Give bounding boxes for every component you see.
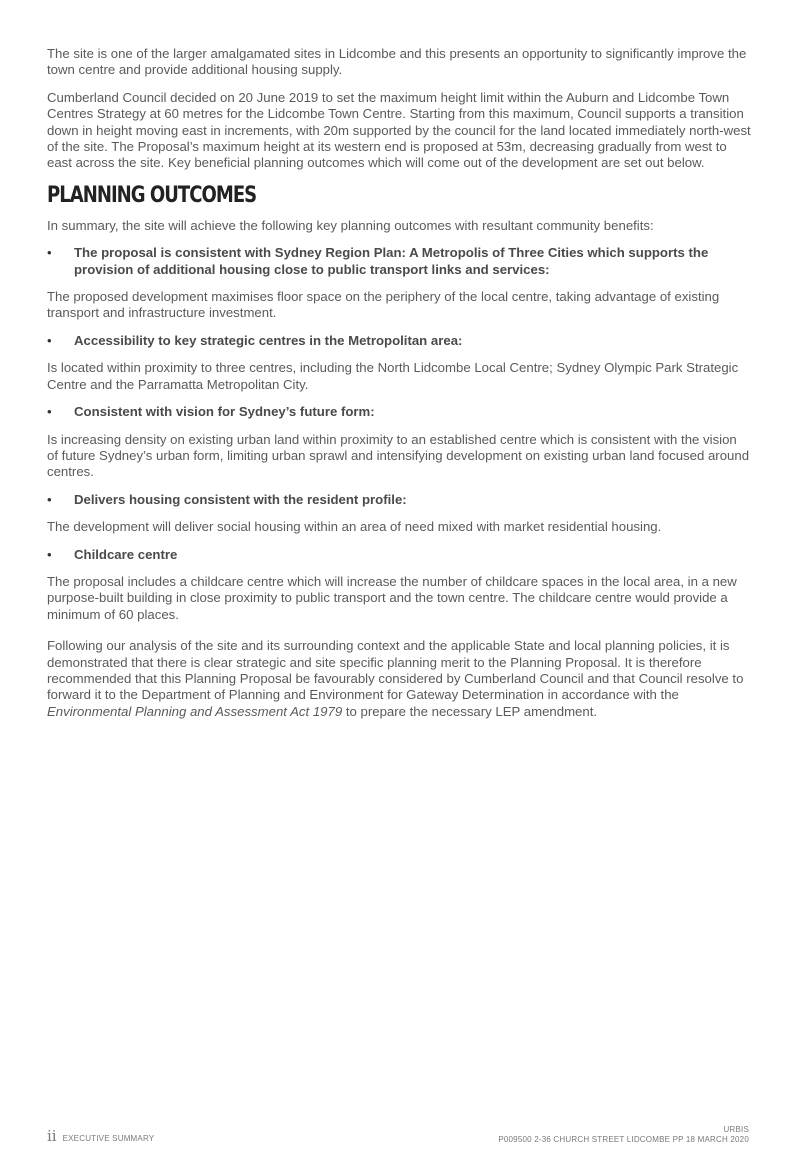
outcome-bullet <box>47 333 751 349</box>
footer-left <box>47 1127 154 1145</box>
outcome-body: The proposed development maximises floor space on the periphery of the local centre, taking advantage of existing transport and infrastructure investment. <box>47 289 720 321</box>
outcome-title: Accessibility to key strategic centres in the Metropolitan area: <box>74 332 463 348</box>
conclusion-text-start: Following our analysis of the site and its surrounding context and the applicable State and local planning policies, it is demonstrated that there is clear strategic and site specific planning merit to the Planning Proposal. It is therefore recommended that this Planning Proposal be favourably considered by Cumberland Council and that Council resolve to forward it to the Department of Planning and Environment for Gateway Determination in accordance with the <box>47 638 744 703</box>
section-summary: In summary, the site will achieve the following key planning outcomes with resultant community benefits: <box>47 217 654 233</box>
intro-paragraph-2: Cumberland Council decided on 20 June 2019 to set the maximum height limit within the Auburn and Lidcombe Town Centres Strategy at 60 metres for the Lidcombe Town Centre. Starting from this maximum, Council supports a transition down in height moving east in increments, with 20m supported by the council for the land located immediately north-west of the site. The Proposal’s maximum height at its western end is proposed at 53m, decreasing gradually from west to east across the site. Key beneficial planning outcomes which will come out of the development are set out below. <box>47 89 751 171</box>
intro-paragraph-1: The site is one of the larger amalgamated sites in Lidcombe and this presents an opportunity to significantly improve the town centre and provide additional housing supply. <box>47 46 747 78</box>
outcome-title: Childcare centre <box>74 546 178 562</box>
outcome-item <box>47 333 751 393</box>
outcome-title: Delivers housing consistent with the resident profile: <box>74 491 407 507</box>
act-name: Environmental Planning and Assessment Act 1979 <box>47 703 343 719</box>
section-heading: PLANNING OUTCOMES <box>47 182 257 208</box>
outcome-body: Is increasing density on existing urban land within proximity to an established centre which is consistent with the vision of future Sydney’s urban form, limiting urban sprawl and intensifying development on existing urban land focused around centres. <box>47 431 750 480</box>
bullet-icon: • <box>47 245 52 261</box>
bullet-icon: • <box>47 332 52 348</box>
bullet-icon: • <box>47 404 52 420</box>
footer-company: URBIS <box>723 1125 749 1134</box>
bullet-icon: • <box>47 491 52 507</box>
page-number: ii <box>47 1127 57 1145</box>
document-page <box>47 46 751 720</box>
conclusion-paragraph <box>47 638 751 720</box>
outcome-item <box>47 547 751 624</box>
footer-right <box>498 1125 749 1145</box>
outcome-body: The proposal includes a childcare centre which will increase the number of childcare spaces in the local area, in a new purpose-built building in close proximity to public transport and the town centre. The childcare centre would provide a minimum of 60 places. <box>47 573 737 622</box>
outcome-item <box>47 404 751 481</box>
outcome-title: Consistent with vision for Sydney’s future form: <box>74 404 375 420</box>
outcome-title: The proposal is consistent with Sydney Region Plan: A Metropolis of Three Cities which supports the provision of additional housing close to public transport links and services: <box>74 245 709 277</box>
outcome-body: The development will deliver social housing within an area of need mixed with market residential housing. <box>47 519 662 535</box>
outcome-body: Is located within proximity to three centres, including the North Lidcombe Local Centre; Sydney Olympic Park Strategic Centre and the Parramatta Metropolitan City. <box>47 360 739 392</box>
footer-section-label: EXECUTIVE SUMMARY <box>62 1134 155 1143</box>
bullet-icon: • <box>47 546 52 562</box>
outcome-bullet <box>47 492 751 508</box>
conclusion-text-end: to prepare the necessary LEP amendment. <box>342 703 598 719</box>
footer-document-ref: P009500 2-36 CHURCH STREET LIDCOMBE PP 18 MARCH 2020 <box>498 1135 749 1144</box>
outcome-item <box>47 245 751 322</box>
outcome-item <box>47 492 751 536</box>
outcome-bullet <box>47 404 751 420</box>
outcome-bullet <box>47 547 751 563</box>
outcome-bullet <box>47 245 751 278</box>
